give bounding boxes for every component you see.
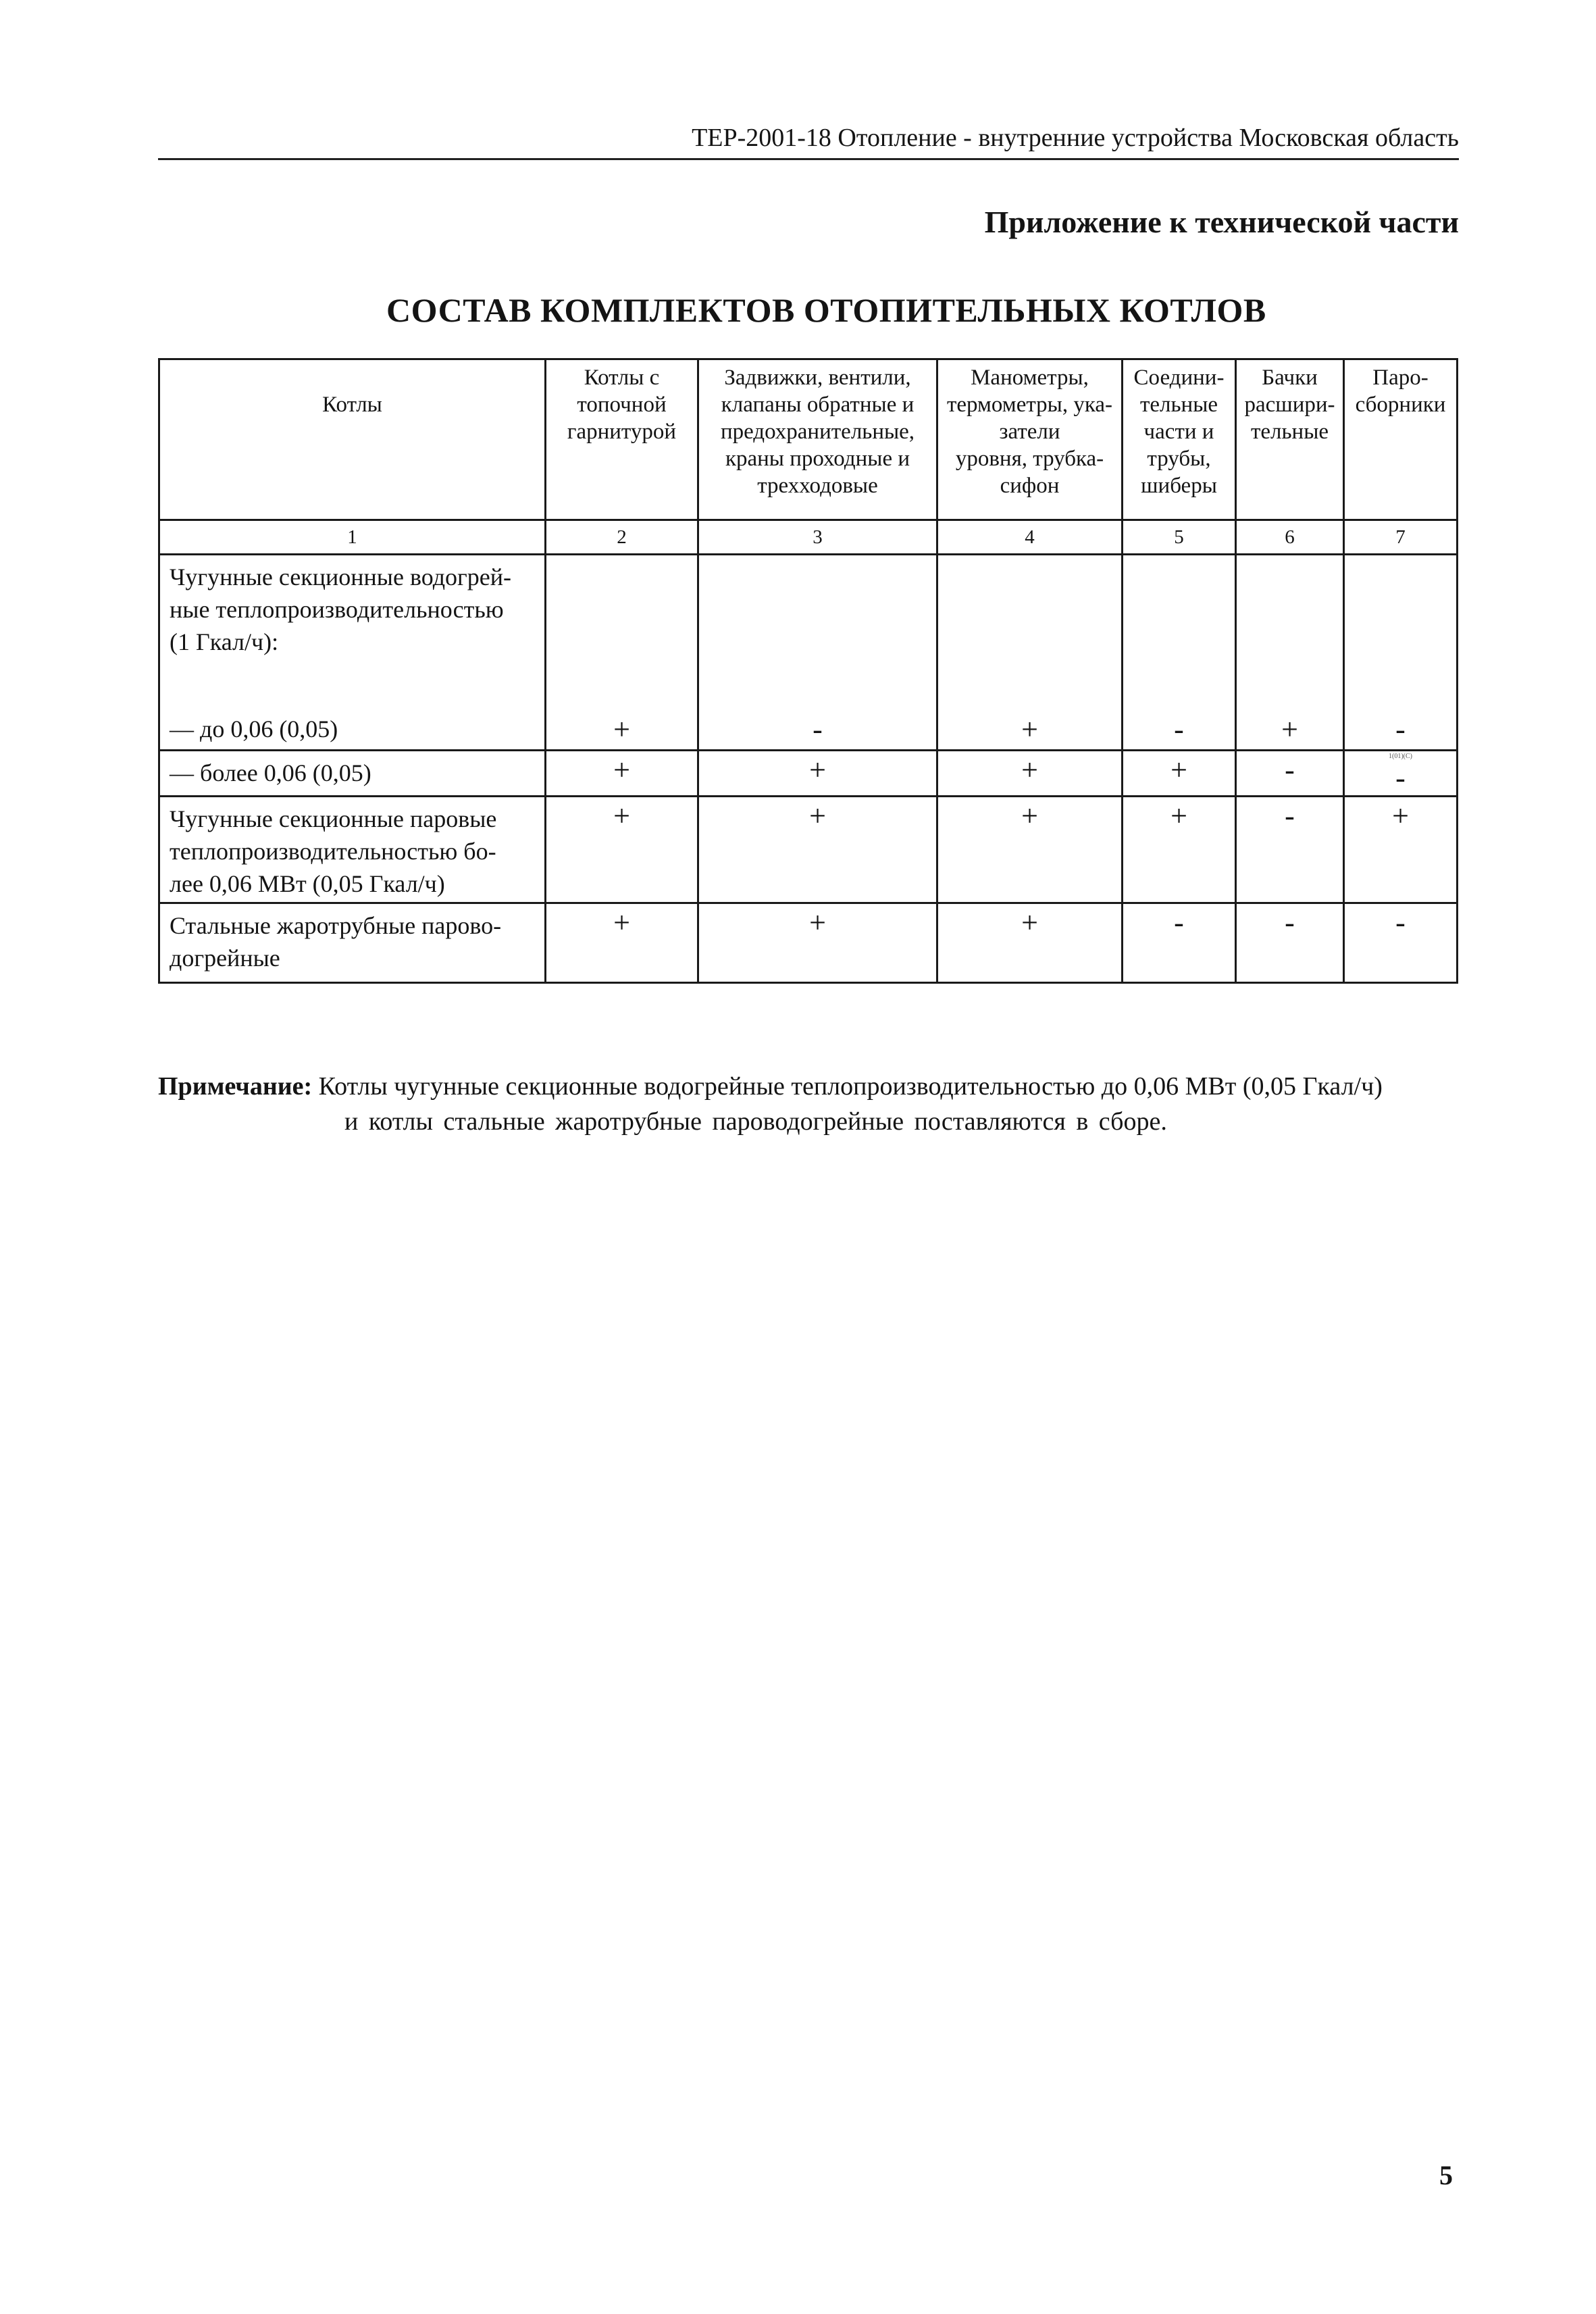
column-number: 5 <box>1123 520 1236 555</box>
column-number: 1 <box>159 520 546 555</box>
table-cell: + <box>1344 797 1458 903</box>
table-cell: + <box>546 751 698 797</box>
col-header-steam-collectors: Паро- сборники <box>1344 359 1458 520</box>
table-cell: + <box>698 751 937 797</box>
table-cell: + <box>1123 797 1236 903</box>
header-row <box>159 359 1458 520</box>
note-line1: Котлы чугунные секционные водогрейные теплопроизводительностью до 0,06 МВт (0,05 Гкал/ч) <box>318 1072 1383 1101</box>
running-header <box>158 120 1459 161</box>
note-line2: и котлы стальные жаротрубные пароводогрейные поставляются в сборе. <box>344 1107 1167 1136</box>
table-cell: - <box>1123 555 1236 751</box>
col-header-boilers: Котлы <box>159 359 546 520</box>
table-cell: + <box>546 797 698 903</box>
table-cell: + <box>937 903 1123 983</box>
row-label: Стальные жаротрубные парово- догрейные <box>159 903 546 983</box>
table-row <box>159 555 1458 751</box>
table-cell: + <box>546 555 698 751</box>
col-header-valves: Задвижки, вентили, клапаны обратные и предохранительные, краны проходные и трехходовые <box>698 359 937 520</box>
note <box>158 1069 1462 1139</box>
table-cell: - <box>698 555 937 751</box>
column-number: 4 <box>937 520 1123 555</box>
table-row <box>159 797 1458 903</box>
table-cell: + <box>1236 555 1344 751</box>
header-text: ТЕР-2001-18 Отопление - внутренние устройства Московская область <box>692 124 1459 152</box>
table-cell: + <box>698 797 937 903</box>
row-label: Чугунные секционные паровые теплопроизводительностью бо- лее 0,06 МВт (0,05 Гкал/ч) <box>159 797 546 903</box>
table-cell: + <box>698 903 937 983</box>
table-cell: + <box>937 751 1123 797</box>
col-header-boilers-with-firebox: Котлы с топочной гарнитурой <box>546 359 698 520</box>
table-cell <box>1344 751 1458 797</box>
row-label: Чугунные секционные водогрей- ные теплопроизводительностью (1 Гкал/ч): — до 0,06 (0,05) <box>159 555 546 751</box>
table-cell: - <box>1236 903 1344 983</box>
col-header-gauges: Манометры, термометры, ука- затели уровня, трубка- сифон <box>937 359 1123 520</box>
appendix-title: Приложение к технической части <box>984 205 1459 239</box>
column-number: 7 <box>1344 520 1458 555</box>
table-cell: + <box>937 555 1123 751</box>
table-cell: - <box>1236 797 1344 903</box>
small-note: 1(01)(C) <box>1389 753 1412 760</box>
table-cell: - <box>1236 751 1344 797</box>
page-number: 5 <box>1439 2160 1453 2190</box>
table-row <box>159 751 1458 797</box>
cell-value: - <box>1395 761 1406 795</box>
column-number: 3 <box>698 520 937 555</box>
column-number: 6 <box>1236 520 1344 555</box>
table-cell: - <box>1344 903 1458 983</box>
table-cell: - <box>1344 555 1458 751</box>
note-label: Примечание: <box>158 1072 313 1101</box>
header-rule <box>158 158 1459 160</box>
table-row <box>159 903 1458 983</box>
row-label: — более 0,06 (0,05) <box>159 751 546 797</box>
table-cell: + <box>1123 751 1236 797</box>
col-header-expansion-tanks: Бачки расшири- тельные <box>1236 359 1344 520</box>
boiler-sets-table <box>158 358 1458 984</box>
table-cell: - <box>1123 903 1236 983</box>
table-cell: + <box>546 903 698 983</box>
column-number: 2 <box>546 520 698 555</box>
col-header-fittings: Соедини- тельные части и трубы, шиберы <box>1123 359 1236 520</box>
column-number-row <box>159 520 1458 555</box>
document-title: СОСТАВ КОМПЛЕКТОВ ОТОПИТЕЛЬНЫХ КОТЛОВ <box>386 291 1266 329</box>
table-cell: + <box>937 797 1123 903</box>
